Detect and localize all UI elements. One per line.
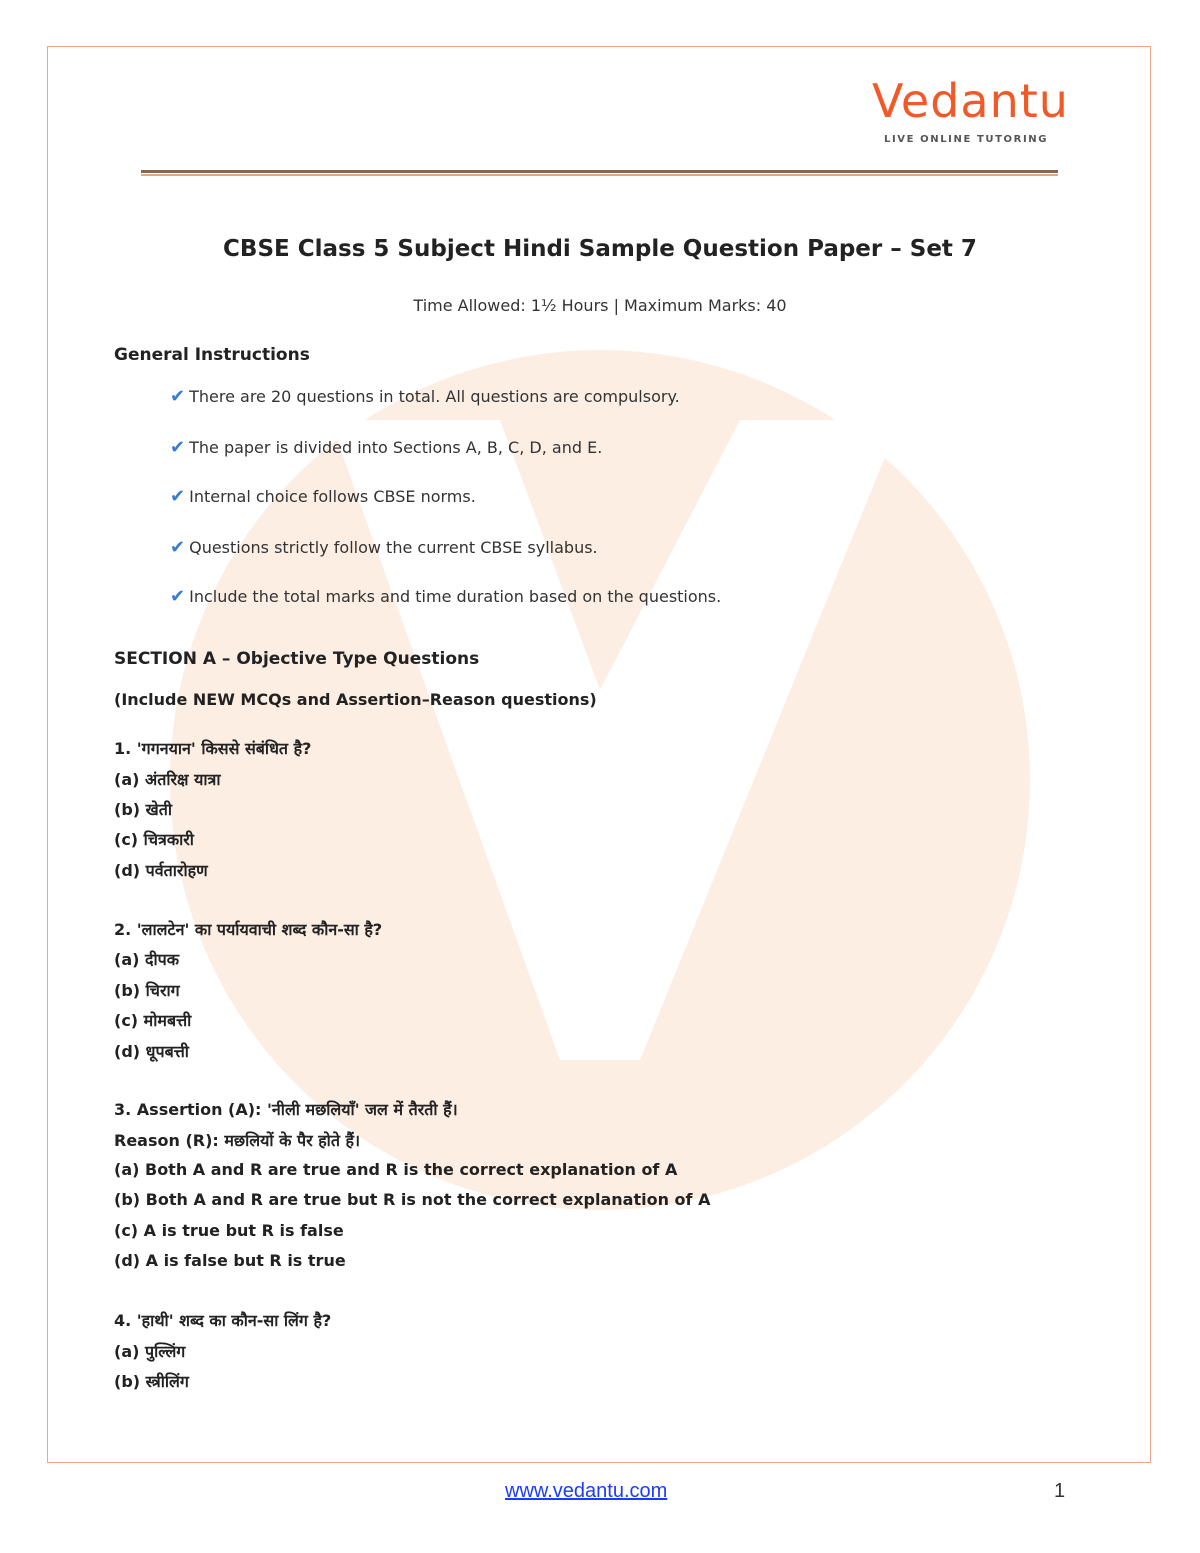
q4-option-a: (a) पुल्लिंग	[114, 1342, 186, 1361]
check-icon: ✔	[170, 537, 186, 558]
vedantu-logo	[872, 74, 1069, 150]
question-4: 4. 'हाथी' शब्द का कौन-सा लिंग है?	[114, 1311, 332, 1330]
question-3-assertion: 3. Assertion (A): 'नीली मछलियाँ' जल में तैरती हैं।	[114, 1100, 458, 1119]
q2-option-b: (b) चिराग	[114, 981, 180, 1000]
section-a-subheading: (Include NEW MCQs and Assertion–Reason questions)	[114, 690, 597, 709]
check-icon: ✔	[170, 586, 186, 607]
q3-option-c: (c) A is true but R is false	[114, 1221, 344, 1240]
q3-option-a: (a) Both A and R are true and R is the correct explanation of A	[114, 1160, 678, 1179]
question-2: 2. 'लालटेन' का पर्यायवाची शब्द कौन-सा है?	[114, 920, 383, 939]
q2-option-d: (d) धूपबत्ती	[114, 1042, 189, 1061]
question-1: 1. 'गगनयान' किससे संबंधित है?	[114, 739, 312, 758]
q1-option-d: (d) पर्वतारोहण	[114, 861, 208, 880]
q4-option-b: (b) स्त्रीलिंग	[114, 1372, 189, 1391]
footer-website-link[interactable]: www.vedantu.com	[505, 1480, 668, 1502]
q2-option-a: (a) दीपक	[114, 950, 180, 969]
check-icon: ✔	[170, 386, 186, 407]
header-rule	[141, 170, 1058, 173]
q2-option-c: (c) मोमबत्ती	[114, 1011, 192, 1030]
instruction-item: ✔ There are 20 questions in total. All questions are compulsory.	[170, 386, 680, 407]
q1-option-a: (a) अंतरिक्ष यात्रा	[114, 770, 221, 789]
question-3-reason: Reason (R): मछलियों के पैर होते हैं।	[114, 1131, 361, 1150]
q3-option-b: (b) Both A and R are true but R is not the correct explanation of A	[114, 1190, 711, 1209]
q1-option-c: (c) चित्रकारी	[114, 830, 194, 849]
instruction-item: ✔ Questions strictly follow the current CBSE syllabus.	[170, 537, 598, 558]
check-icon: ✔	[170, 437, 186, 458]
logo-wordmark: Vedantu	[872, 74, 1069, 128]
paper-meta: Time Allowed: 1½ Hours | Maximum Marks: 40	[413, 296, 787, 315]
instruction-item: ✔ The paper is divided into Sections A, B, C, D, and E.	[170, 437, 603, 458]
check-icon: ✔	[170, 486, 186, 507]
q3-option-d: (d) A is false but R is true	[114, 1251, 346, 1270]
instructions-heading: General Instructions	[114, 345, 310, 365]
q1-option-b: (b) खेती	[114, 800, 173, 819]
instruction-item: ✔ Include the total marks and time duration based on the questions.	[170, 586, 722, 607]
logo-tagline: LIVE ONLINE TUTORING	[884, 134, 1049, 145]
page-number: 1	[1054, 1480, 1066, 1502]
section-a-heading: SECTION A – Objective Type Questions	[114, 649, 480, 669]
header-rule-accent	[141, 174, 1058, 176]
instruction-item: ✔ Internal choice follows CBSE norms.	[170, 486, 476, 507]
paper-title: CBSE Class 5 Subject Hindi Sample Question Paper – Set 7	[223, 236, 977, 262]
